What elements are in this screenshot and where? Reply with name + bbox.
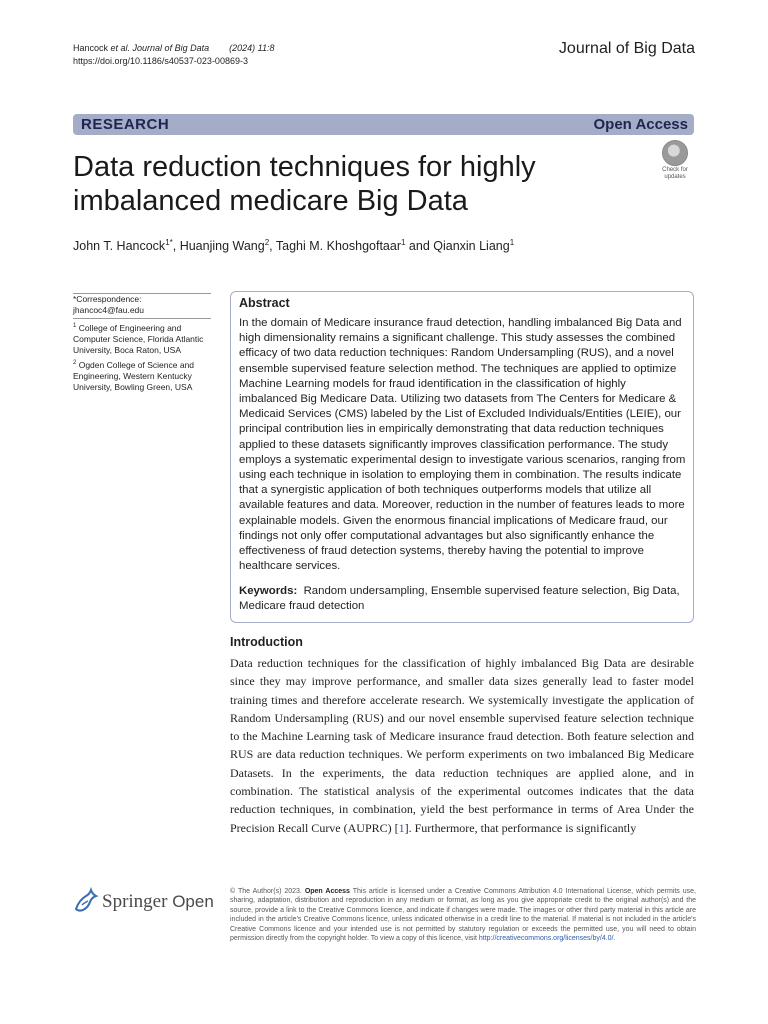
correspondence-email[interactable]: jhancoc4@fau.edu xyxy=(73,305,145,315)
author-separator: and xyxy=(405,239,434,254)
author-name[interactable]: Huanjing Wang xyxy=(179,239,265,254)
introduction-heading: Introduction xyxy=(230,635,303,649)
license-body: This article is licensed under a Creative Commons Attribution 4.0 International License, which permits use, sharing, adaptation, distribution and reproduction in any medium or format, as long as you give appropriate credit to the original author(s) and the source, provide a link to the Creative Commons licence, and indicate if changes were made. The images or other third party material in this article are included in the article's Creative Commons licence, unless indicated otherwise in a credit line to the material. If material is not included in the article's Creative Commons licence and your intended use is not permitted by statutory regulation or exceeds the permitted use, you will need to obtain permission directly from the copyright holder. To view a copy of this licence, visit xyxy=(230,888,696,943)
header-doi[interactable]: https://doi.org/10.1186/s40537-023-00869-3 xyxy=(73,56,248,66)
springer-word: Springer xyxy=(102,891,168,912)
article-type-band xyxy=(73,114,694,135)
springer-open-logo[interactable] xyxy=(72,887,222,919)
affiliation-text: Ogden College of Science and Engineering, Western Kentucky University, Bowling Green, USA xyxy=(73,359,195,392)
paper-title: Data reduction techniques for highly imbalanced medicare Big Data xyxy=(73,151,536,217)
affiliation-sup: 2 xyxy=(73,359,77,366)
license-text xyxy=(230,887,696,943)
license-copyright: © The Author(s) 2023. xyxy=(230,888,305,895)
keywords xyxy=(239,584,689,614)
author-list xyxy=(73,238,514,253)
author-name[interactable]: John T. Hancock xyxy=(73,239,166,254)
introduction-paragraph: Data reduction techniques for the classification of highly imbalanced Big Data are desirable since they may improve performance, and smaller data sizes generally lead to faster model training times and therefore accelerate research. We systemically investigate the application of Random Undersampling (RUS) and our novel ensemble supervised feature selection technique to the Machine Learning task of Medicare insurance fraud detection. Both feature selection and RUS are data reduction techniques. We perform experiments on two imbalanced Big Medicare Datasets. In the experiments, the data reduction techniques are applied alone, and in combination. The statistical analysis of the experimental outcomes indicates that the data reduction techniques, in combination, yield the best performance in terms of Area Under the Precision Recall Curve (AUPRC) [ xyxy=(230,656,694,835)
author-affiliation-sup: 1* xyxy=(165,238,173,247)
header-authors: Hancock xyxy=(73,43,111,53)
affiliation-text: College of Engineering and Computer Science, Florida Atlantic University, Boca Raton, USA xyxy=(73,322,204,355)
citation-link[interactable]: 1 xyxy=(398,820,405,835)
springer-wordmark xyxy=(102,891,214,913)
header-year-volume: (2024) 11:8 xyxy=(229,43,275,53)
author-affiliation-sup: 2 xyxy=(264,238,270,247)
abstract-heading: Abstract xyxy=(239,296,290,310)
abstract-text: In the domain of Medicare insurance fraud detection, handling imbalanced Big Data and high dimensionality remains a significant challenge. This study assesses the combined efficacy of two data reduction techniques: Random Undersampling (RUS), and a novel ensemble supervised feature selection method. The techniques are applied to optimize Machine Learning models for fraud identification in the classification of highly imbalanced Big Medicare Data. Utilizing two datasets from The Centers for Medicare & Medicaid Services (CMS) labeled by the List of Excluded Individuals/Entities (LEIE), our principal contribution lies in empirically demonstrating that data reduction techniques applied to these datasets significantly improves classification performance. The study employs a systematic experimental design to investigate various scenarios, ranging from using each technique in isolation to employing them in combination. The results indicate that a synergistic application of both techniques outperforms models that utilize all available features and data. Moreover, reduction in the number of features leads to more explainable models. Given the enormous financial implications of Medicare fraud, our findings not only offer computational advantages but also significantly enhance the effectiveness of fraud detection systems, thereby having the potential to improve healthcare services. xyxy=(239,317,686,573)
keywords-list: Random undersampling, Ensemble supervised feature selection, Big Data, Medicare fraud detection xyxy=(239,585,680,613)
author-affiliation-sup: 1 xyxy=(509,238,515,247)
author-separator: , xyxy=(172,239,180,254)
author-name[interactable]: Taghi M. Khoshgoftaar xyxy=(275,239,401,254)
affiliations-sidebar xyxy=(73,293,211,393)
check-for-updates-label: Check for updates xyxy=(662,167,688,180)
running-header xyxy=(73,42,274,68)
journal-name: Journal of Big Data xyxy=(558,40,695,57)
crossmark-icon xyxy=(662,140,688,166)
sidebar-rule xyxy=(73,318,211,319)
affiliation-1 xyxy=(73,321,211,356)
author-affiliation-sup: 1 xyxy=(400,238,406,247)
author-separator: , xyxy=(269,239,276,254)
introduction-paragraph-cont: ]. Furthermore, that performance is significantly xyxy=(404,820,637,835)
springer-horse-icon xyxy=(72,887,100,915)
correspondence-label: *Correspondence: xyxy=(73,294,142,304)
keywords-label: Keywords: xyxy=(239,585,298,597)
author-name[interactable]: Qianxin Liang xyxy=(433,239,510,254)
open-access-label: Open Access xyxy=(593,116,688,133)
open-word: Open xyxy=(172,892,214,911)
license-open-access: Open Access xyxy=(304,888,350,895)
check-for-updates-badge[interactable] xyxy=(656,140,694,180)
introduction-text xyxy=(230,654,694,837)
license-link[interactable]: http://creativecommons.org/licenses/by/4.0/ xyxy=(478,935,614,943)
abstract-box xyxy=(230,291,694,623)
affiliation-sup: 1 xyxy=(73,323,77,329)
license-end: . xyxy=(613,935,616,943)
article-type-label: RESEARCH xyxy=(81,116,170,133)
header-journal-short: et al. Journal of Big Data xyxy=(110,43,210,53)
affiliation-2 xyxy=(73,358,211,393)
